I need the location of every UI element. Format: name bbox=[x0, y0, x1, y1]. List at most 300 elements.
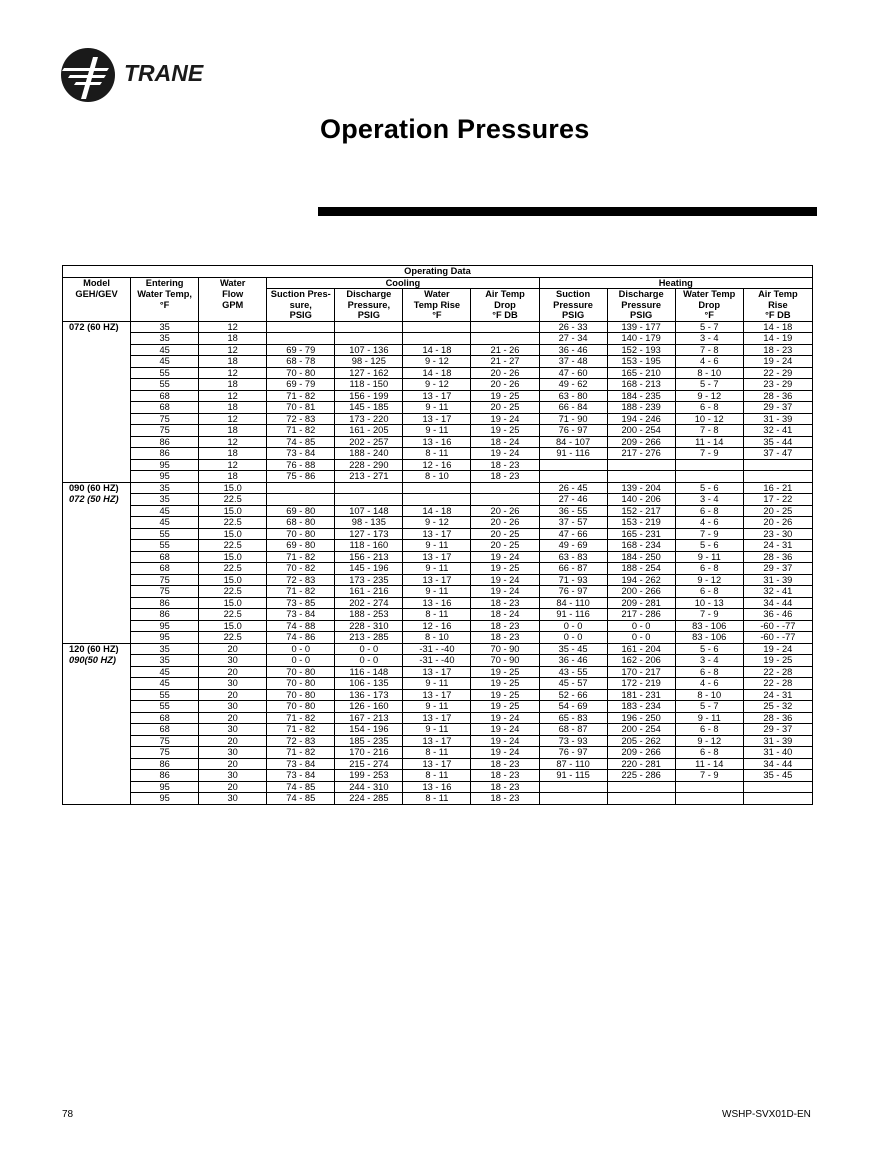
data-cell: 22.5 bbox=[199, 540, 267, 552]
data-cell: 0 - 0 bbox=[539, 620, 607, 632]
data-cell: 84 - 110 bbox=[539, 597, 607, 609]
data-cell: 19 - 25 bbox=[743, 655, 812, 667]
data-cell: 75 bbox=[131, 586, 199, 598]
data-cell: 15.0 bbox=[199, 597, 267, 609]
data-cell: 173 - 235 bbox=[335, 574, 403, 586]
data-cell: 19 - 25 bbox=[471, 701, 539, 713]
data-cell: 23 - 29 bbox=[743, 379, 812, 391]
data-cell: 70 - 80 bbox=[267, 701, 335, 713]
data-cell: 6 - 8 bbox=[675, 666, 743, 678]
flow-header: GPM bbox=[199, 300, 267, 311]
data-cell: 0 - 0 bbox=[607, 632, 675, 644]
header-row bbox=[63, 277, 813, 289]
data-cell: 27 - 46 bbox=[539, 494, 607, 506]
data-cell: 71 - 82 bbox=[267, 747, 335, 759]
cooling-col-header: Discharge bbox=[335, 289, 403, 300]
data-cell: 70 - 82 bbox=[267, 563, 335, 575]
data-cell: 136 - 173 bbox=[335, 689, 403, 701]
model-cell bbox=[63, 528, 131, 540]
table-row bbox=[63, 344, 813, 356]
data-cell: 107 - 136 bbox=[335, 344, 403, 356]
data-cell: 244 - 310 bbox=[335, 781, 403, 793]
heating-col-header: °F bbox=[675, 310, 743, 321]
data-cell bbox=[267, 321, 335, 333]
data-cell: 199 - 253 bbox=[335, 770, 403, 782]
data-cell: 55 bbox=[131, 540, 199, 552]
data-cell: 107 - 148 bbox=[335, 505, 403, 517]
data-cell: 15.0 bbox=[199, 551, 267, 563]
data-cell: 14 - 18 bbox=[743, 321, 812, 333]
data-cell: 161 - 205 bbox=[335, 425, 403, 437]
table-row bbox=[63, 551, 813, 563]
model-cell bbox=[63, 436, 131, 448]
data-cell: 0 - 0 bbox=[267, 643, 335, 655]
heating-col-header: Pressure bbox=[539, 300, 607, 311]
data-cell: 165 - 231 bbox=[607, 528, 675, 540]
data-cell: 70 - 80 bbox=[267, 678, 335, 690]
data-cell: 20 - 25 bbox=[471, 402, 539, 414]
data-cell: 35 - 44 bbox=[743, 436, 812, 448]
data-cell: 74 - 85 bbox=[267, 436, 335, 448]
data-cell: 18 - 24 bbox=[471, 436, 539, 448]
data-cell: 13 - 17 bbox=[403, 528, 471, 540]
data-cell: 215 - 274 bbox=[335, 758, 403, 770]
data-cell: 13 - 17 bbox=[403, 666, 471, 678]
data-cell: 153 - 195 bbox=[607, 356, 675, 368]
data-cell: 35 bbox=[131, 482, 199, 494]
data-cell: 83 - 106 bbox=[675, 632, 743, 644]
data-cell: 19 - 24 bbox=[471, 413, 539, 425]
data-cell: 168 - 213 bbox=[607, 379, 675, 391]
data-cell: 3 - 4 bbox=[675, 333, 743, 345]
data-cell: 188 - 254 bbox=[607, 563, 675, 575]
data-cell: 172 - 219 bbox=[607, 678, 675, 690]
data-cell: 12 - 16 bbox=[403, 459, 471, 471]
data-cell: 9 - 12 bbox=[675, 735, 743, 747]
data-cell: 15.0 bbox=[199, 620, 267, 632]
header-row bbox=[63, 310, 813, 321]
data-cell: 76 - 88 bbox=[267, 459, 335, 471]
data-cell: 213 - 285 bbox=[335, 632, 403, 644]
data-cell: 14 - 19 bbox=[743, 333, 812, 345]
data-cell: 127 - 173 bbox=[335, 528, 403, 540]
data-cell: 22.5 bbox=[199, 517, 267, 529]
data-cell: 86 bbox=[131, 597, 199, 609]
model-cell bbox=[63, 517, 131, 529]
data-cell: 28 - 36 bbox=[743, 551, 812, 563]
data-cell: 12 bbox=[199, 367, 267, 379]
document-code: WSHP-SVX01D-EN bbox=[722, 1109, 811, 1120]
data-cell: 162 - 206 bbox=[607, 655, 675, 667]
data-cell bbox=[539, 781, 607, 793]
data-cell: 10 - 12 bbox=[675, 413, 743, 425]
data-cell: 15.0 bbox=[199, 528, 267, 540]
data-cell: 22 - 28 bbox=[743, 666, 812, 678]
data-cell: 45 bbox=[131, 505, 199, 517]
table-row bbox=[63, 436, 813, 448]
data-cell: 36 - 46 bbox=[539, 655, 607, 667]
data-cell: 200 - 266 bbox=[607, 586, 675, 598]
model-cell: 120 (60 HZ) bbox=[63, 643, 131, 655]
data-cell: 52 - 66 bbox=[539, 689, 607, 701]
data-cell: 145 - 185 bbox=[335, 402, 403, 414]
data-cell: 7 - 8 bbox=[675, 344, 743, 356]
data-cell: 19 - 24 bbox=[743, 643, 812, 655]
data-cell bbox=[267, 333, 335, 345]
data-cell: 6 - 8 bbox=[675, 586, 743, 598]
heating-col-header: PSIG bbox=[607, 310, 675, 321]
model-cell bbox=[63, 402, 131, 414]
data-cell bbox=[539, 471, 607, 483]
data-cell: 18 - 23 bbox=[743, 344, 812, 356]
data-cell: 8 - 11 bbox=[403, 793, 471, 805]
data-cell: 13 - 17 bbox=[403, 758, 471, 770]
table-row bbox=[63, 793, 813, 805]
data-cell: 68 - 78 bbox=[267, 356, 335, 368]
table-row bbox=[63, 574, 813, 586]
data-cell: 68 bbox=[131, 724, 199, 736]
data-cell: 6 - 8 bbox=[675, 724, 743, 736]
data-cell: 70 - 80 bbox=[267, 528, 335, 540]
data-cell: 19 - 25 bbox=[471, 425, 539, 437]
data-cell: 12 bbox=[199, 459, 267, 471]
data-cell: 18 - 23 bbox=[471, 781, 539, 793]
data-cell: 87 - 110 bbox=[539, 758, 607, 770]
data-cell: 152 - 193 bbox=[607, 344, 675, 356]
data-cell: 32 - 41 bbox=[743, 586, 812, 598]
data-cell: 43 - 55 bbox=[539, 666, 607, 678]
data-cell: 95 bbox=[131, 781, 199, 793]
data-cell: 20 bbox=[199, 643, 267, 655]
table-row bbox=[63, 540, 813, 552]
model-cell bbox=[63, 563, 131, 575]
data-cell: 30 bbox=[199, 655, 267, 667]
data-cell: 21 - 26 bbox=[471, 344, 539, 356]
table-row bbox=[63, 609, 813, 621]
data-cell: 36 - 55 bbox=[539, 505, 607, 517]
data-cell: 9 - 12 bbox=[403, 356, 471, 368]
data-cell: 73 - 84 bbox=[267, 609, 335, 621]
data-cell: -31 - -40 bbox=[403, 643, 471, 655]
data-cell bbox=[267, 494, 335, 506]
data-cell: 55 bbox=[131, 367, 199, 379]
data-cell: 145 - 196 bbox=[335, 563, 403, 575]
data-cell: 54 - 69 bbox=[539, 701, 607, 713]
model-cell: 090(50 HZ) bbox=[63, 655, 131, 667]
data-cell: 153 - 219 bbox=[607, 517, 675, 529]
data-cell: 63 - 80 bbox=[539, 390, 607, 402]
data-cell: 91 - 115 bbox=[539, 770, 607, 782]
model-cell bbox=[63, 666, 131, 678]
data-cell: 220 - 281 bbox=[607, 758, 675, 770]
data-cell: 34 - 44 bbox=[743, 597, 812, 609]
data-cell: 24 - 31 bbox=[743, 689, 812, 701]
model-cell bbox=[63, 586, 131, 598]
data-cell: 19 - 25 bbox=[471, 390, 539, 402]
model-cell bbox=[63, 597, 131, 609]
heating-col-header: °F DB bbox=[743, 310, 812, 321]
cooling-col-header: °F DB bbox=[471, 310, 539, 321]
flow-header bbox=[199, 310, 267, 321]
data-cell: 55 bbox=[131, 701, 199, 713]
data-cell: 30 bbox=[199, 793, 267, 805]
data-cell: 70 - 90 bbox=[471, 643, 539, 655]
data-cell: 0 - 0 bbox=[607, 620, 675, 632]
data-cell: 18 - 23 bbox=[471, 459, 539, 471]
data-cell: 19 - 25 bbox=[471, 666, 539, 678]
data-cell: 9 - 11 bbox=[675, 551, 743, 563]
data-cell: 29 - 37 bbox=[743, 724, 812, 736]
data-cell: 75 bbox=[131, 425, 199, 437]
data-cell: 200 - 254 bbox=[607, 425, 675, 437]
data-cell: 202 - 257 bbox=[335, 436, 403, 448]
data-cell: 34 - 44 bbox=[743, 758, 812, 770]
header-row bbox=[63, 289, 813, 300]
data-cell: 98 - 135 bbox=[335, 517, 403, 529]
data-cell: 13 - 17 bbox=[403, 712, 471, 724]
cooling-col-header: PSIG bbox=[267, 310, 335, 321]
trane-logo bbox=[60, 47, 235, 103]
data-cell bbox=[335, 333, 403, 345]
data-cell: 152 - 217 bbox=[607, 505, 675, 517]
data-cell: 95 bbox=[131, 620, 199, 632]
data-cell bbox=[403, 321, 471, 333]
data-cell: 68 - 87 bbox=[539, 724, 607, 736]
data-cell: 86 bbox=[131, 448, 199, 460]
data-cell: 35 bbox=[131, 333, 199, 345]
model-cell bbox=[63, 379, 131, 391]
data-cell: 20 bbox=[199, 735, 267, 747]
data-cell: 14 - 18 bbox=[403, 367, 471, 379]
data-cell: 49 - 69 bbox=[539, 540, 607, 552]
data-cell: 18 - 24 bbox=[471, 609, 539, 621]
heating-header: Heating bbox=[539, 277, 812, 289]
data-cell bbox=[743, 459, 812, 471]
data-cell: 7 - 9 bbox=[675, 770, 743, 782]
data-cell: 95 bbox=[131, 793, 199, 805]
model-cell bbox=[63, 333, 131, 345]
data-cell: 15.0 bbox=[199, 505, 267, 517]
data-cell: 9 - 12 bbox=[403, 517, 471, 529]
data-cell: 35 bbox=[131, 643, 199, 655]
data-cell: 68 bbox=[131, 712, 199, 724]
table-row bbox=[63, 425, 813, 437]
data-cell: 74 - 85 bbox=[267, 793, 335, 805]
model-header bbox=[63, 300, 131, 311]
data-cell: 0 - 0 bbox=[335, 643, 403, 655]
data-cell: 200 - 254 bbox=[607, 724, 675, 736]
model-cell: 072 (50 HZ) bbox=[63, 494, 131, 506]
data-cell: 35 - 45 bbox=[539, 643, 607, 655]
data-cell: 37 - 57 bbox=[539, 517, 607, 529]
table-row bbox=[63, 402, 813, 414]
data-cell: 71 - 82 bbox=[267, 425, 335, 437]
data-cell: 20 bbox=[199, 666, 267, 678]
data-cell: 76 - 97 bbox=[539, 586, 607, 598]
cooling-col-header: Water bbox=[403, 289, 471, 300]
data-cell: 17 - 22 bbox=[743, 494, 812, 506]
data-cell: 18 - 23 bbox=[471, 597, 539, 609]
data-cell: 18 - 23 bbox=[471, 758, 539, 770]
table-row bbox=[63, 689, 813, 701]
model-header: GEH/GEV bbox=[63, 289, 131, 300]
model-header bbox=[63, 310, 131, 321]
data-cell: 76 - 97 bbox=[539, 747, 607, 759]
data-cell: 20 bbox=[199, 758, 267, 770]
data-cell: 194 - 262 bbox=[607, 574, 675, 586]
data-cell: 185 - 235 bbox=[335, 735, 403, 747]
cooling-col-header: °F bbox=[403, 310, 471, 321]
data-cell: 7 - 9 bbox=[675, 609, 743, 621]
table-row bbox=[63, 471, 813, 483]
data-cell: 139 - 204 bbox=[607, 482, 675, 494]
data-cell: 71 - 90 bbox=[539, 413, 607, 425]
data-cell bbox=[675, 459, 743, 471]
data-cell bbox=[267, 482, 335, 494]
data-cell: 161 - 216 bbox=[335, 586, 403, 598]
data-cell: 170 - 217 bbox=[607, 666, 675, 678]
data-cell: 4 - 6 bbox=[675, 517, 743, 529]
table-row bbox=[63, 563, 813, 575]
data-cell: 29 - 37 bbox=[743, 402, 812, 414]
model-cell bbox=[63, 413, 131, 425]
data-cell: 9 - 11 bbox=[403, 540, 471, 552]
data-cell: 22.5 bbox=[199, 563, 267, 575]
data-cell: 217 - 286 bbox=[607, 609, 675, 621]
data-cell: 7 - 9 bbox=[675, 448, 743, 460]
data-cell bbox=[403, 494, 471, 506]
data-cell: 181 - 231 bbox=[607, 689, 675, 701]
data-cell: 36 - 46 bbox=[743, 609, 812, 621]
cooling-col-header: sure, bbox=[267, 300, 335, 311]
data-cell: 22.5 bbox=[199, 494, 267, 506]
model-cell bbox=[63, 781, 131, 793]
model-cell bbox=[63, 448, 131, 460]
data-cell: 74 - 86 bbox=[267, 632, 335, 644]
data-cell: 5 - 6 bbox=[675, 540, 743, 552]
data-cell: 13 - 17 bbox=[403, 413, 471, 425]
data-cell: 30 bbox=[199, 678, 267, 690]
data-cell: 75 bbox=[131, 413, 199, 425]
data-cell: 70 - 80 bbox=[267, 689, 335, 701]
data-cell: 22 - 28 bbox=[743, 678, 812, 690]
data-cell bbox=[403, 482, 471, 494]
data-cell: 8 - 11 bbox=[403, 448, 471, 460]
table-row bbox=[63, 666, 813, 678]
data-cell: 35 bbox=[131, 321, 199, 333]
data-cell: 184 - 250 bbox=[607, 551, 675, 563]
data-cell: 18 - 23 bbox=[471, 471, 539, 483]
data-cell: 18 bbox=[199, 356, 267, 368]
table-row bbox=[63, 620, 813, 632]
data-cell: 70 - 90 bbox=[471, 655, 539, 667]
data-cell: 0 - 0 bbox=[335, 655, 403, 667]
data-cell: 19 - 24 bbox=[471, 574, 539, 586]
data-cell: 74 - 88 bbox=[267, 620, 335, 632]
data-cell: 188 - 240 bbox=[335, 448, 403, 460]
data-cell: 19 - 25 bbox=[471, 689, 539, 701]
data-cell: 18 - 23 bbox=[471, 620, 539, 632]
data-cell: 3 - 4 bbox=[675, 494, 743, 506]
data-cell: 5 - 6 bbox=[675, 643, 743, 655]
table-row bbox=[63, 770, 813, 782]
data-cell: 20 - 25 bbox=[471, 528, 539, 540]
table-row bbox=[63, 712, 813, 724]
data-cell: 18 - 23 bbox=[471, 632, 539, 644]
data-cell: 6 - 8 bbox=[675, 505, 743, 517]
data-cell: 18 - 23 bbox=[471, 770, 539, 782]
data-cell: 13 - 17 bbox=[403, 735, 471, 747]
data-cell bbox=[743, 471, 812, 483]
data-cell: 0 - 0 bbox=[267, 655, 335, 667]
data-cell: 45 bbox=[131, 678, 199, 690]
data-cell: 75 bbox=[131, 735, 199, 747]
data-cell: 154 - 196 bbox=[335, 724, 403, 736]
data-cell: 20 - 26 bbox=[471, 379, 539, 391]
data-cell: 194 - 246 bbox=[607, 413, 675, 425]
cooling-header: Cooling bbox=[267, 277, 539, 289]
data-cell: 20 bbox=[199, 781, 267, 793]
data-cell: 13 - 17 bbox=[403, 551, 471, 563]
cooling-col-header: Air Temp bbox=[471, 289, 539, 300]
data-cell: 30 bbox=[199, 747, 267, 759]
table-row bbox=[63, 482, 813, 494]
data-cell: 140 - 206 bbox=[607, 494, 675, 506]
model-cell bbox=[63, 620, 131, 632]
heating-col-header: PSIG bbox=[539, 310, 607, 321]
data-cell: 73 - 85 bbox=[267, 597, 335, 609]
data-cell: 12 bbox=[199, 413, 267, 425]
data-cell: 26 - 33 bbox=[539, 321, 607, 333]
data-cell: 116 - 148 bbox=[335, 666, 403, 678]
data-cell: 9 - 11 bbox=[403, 701, 471, 713]
data-cell bbox=[471, 333, 539, 345]
data-cell: 14 - 18 bbox=[403, 505, 471, 517]
heating-col-header: Drop bbox=[675, 300, 743, 311]
data-cell: 76 - 97 bbox=[539, 425, 607, 437]
data-cell: 13 - 16 bbox=[403, 781, 471, 793]
heating-col-header: Rise bbox=[743, 300, 812, 311]
data-cell bbox=[607, 471, 675, 483]
data-cell: 156 - 213 bbox=[335, 551, 403, 563]
data-cell: 35 - 45 bbox=[743, 770, 812, 782]
data-cell: 9 - 11 bbox=[403, 425, 471, 437]
data-cell: 22.5 bbox=[199, 586, 267, 598]
table-row bbox=[63, 747, 813, 759]
data-cell bbox=[471, 494, 539, 506]
data-cell: 73 - 84 bbox=[267, 448, 335, 460]
heating-col-header: Pressure bbox=[607, 300, 675, 311]
caption-row bbox=[63, 266, 813, 278]
data-cell: 9 - 12 bbox=[675, 574, 743, 586]
data-cell: 66 - 84 bbox=[539, 402, 607, 414]
data-cell: 228 - 310 bbox=[335, 620, 403, 632]
table-row bbox=[63, 678, 813, 690]
data-cell: 71 - 82 bbox=[267, 586, 335, 598]
data-cell: 74 - 85 bbox=[267, 781, 335, 793]
data-cell: 6 - 8 bbox=[675, 402, 743, 414]
data-cell: 168 - 234 bbox=[607, 540, 675, 552]
data-cell: 72 - 83 bbox=[267, 413, 335, 425]
data-cell: 217 - 276 bbox=[607, 448, 675, 460]
data-cell: 21 - 27 bbox=[471, 356, 539, 368]
data-cell: 31 - 40 bbox=[743, 747, 812, 759]
data-cell: 18 bbox=[199, 471, 267, 483]
data-cell: 19 - 24 bbox=[471, 586, 539, 598]
data-cell: 19 - 25 bbox=[471, 563, 539, 575]
data-cell: 72 - 83 bbox=[267, 574, 335, 586]
data-cell: 202 - 274 bbox=[335, 597, 403, 609]
